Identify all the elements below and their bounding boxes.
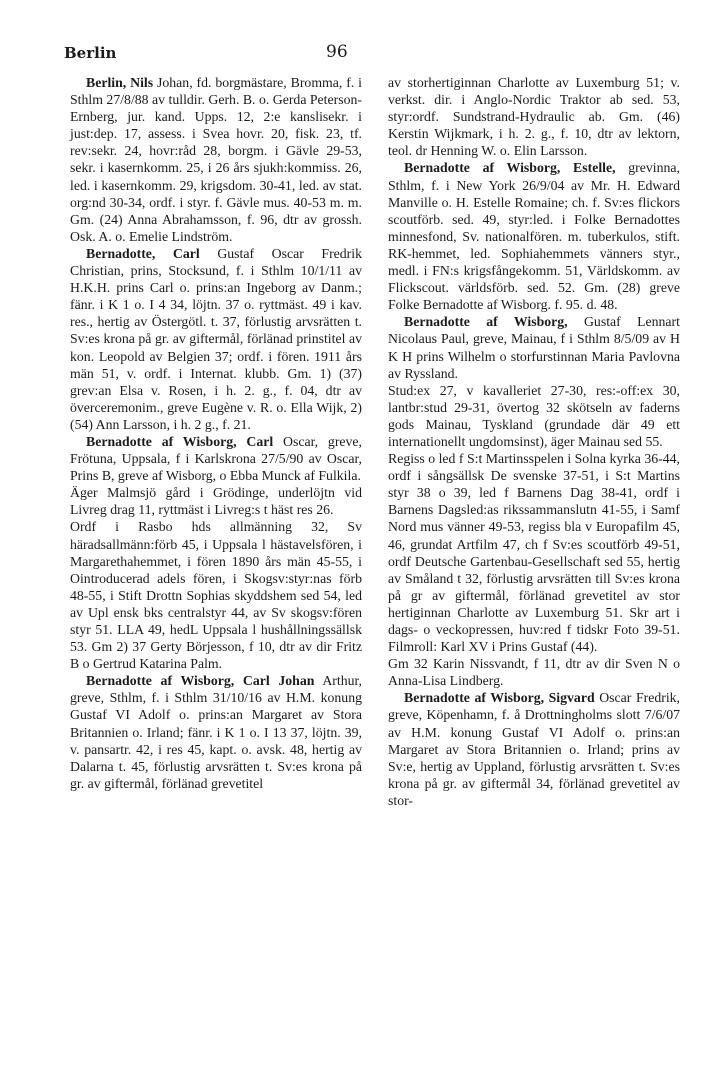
biography-paragraph bbox=[388, 450, 680, 655]
biography-entry bbox=[70, 672, 362, 792]
entry-name: Bernadotte af Wisborg, Carl Johan bbox=[86, 673, 315, 689]
entry-name: Bernadotte af Wisborg, Carl bbox=[86, 433, 274, 449]
entry-text: av storhertiginnan Charlotte av Luxemburg 51; v. verkst. dir. i Anglo-Nordic Traktor ab sed. 53, styr:ordf. Sundstrand-Hydraulic ab. Gm. (46) Kerstin Wijkmark, i h. 2. g., f. 10, dtr av lektorn, teol. dr Henning W. o. Elin Larsson. bbox=[388, 75, 680, 159]
entry-text: Ordf i Rasbo hds allmänning 32, Sv häradsallmänn:förb 45, i Uppsala l hästavelsfören, i Margarethahemmet, i fören 1890 års män 45-55, i Ointroducerad adels fören, i Skogsv:styr:nas förb 48-55, i Stift Drottn Sophias skyddshem sed 54, led av Upl ensk bks centralstyr 44, av Sv skogsv:fören styr 51. LLA 49, hedL Uppsala l hushållningssällsk 53. Gm 2) 37 Gerty Börjesson, f 10, dtr av dir Fritz B o Gertrud Katarina Palm. bbox=[70, 519, 362, 672]
biography-entry bbox=[388, 159, 680, 313]
biography-entry bbox=[70, 245, 362, 433]
biography-entry bbox=[388, 313, 680, 381]
entry-text: Stud:ex 27, v kavalleriet 27-30, res:-off:ex 30, lantbr:stud 29-31, övertog 32 skötseln av faderns gods Mainau, Tyskland (grundade där 49 ett internationellt ungdomsinst), äger Mainau sed 55. bbox=[388, 382, 680, 449]
biography-paragraph bbox=[388, 74, 680, 159]
running-head-word: Berlin bbox=[64, 44, 117, 62]
biography-paragraph bbox=[388, 382, 680, 450]
entry-name: Bernadotte af Wisborg, Sigvard bbox=[404, 690, 595, 706]
entry-text: Oscar Fredrik, greve, Köpenhamn, f. å Drottningholms slott 7/6/07 av H.M. konung Gustaf VI Adolf o. prins:an Margaret av Stora Britannien o. Irland; prins av Sv:e, hertig av Uppland, förlustig arvsrätten t. Sv:es krona på gr. av giftermål 34, förlänad grevetitel av stor- bbox=[388, 690, 681, 808]
biography-paragraph bbox=[70, 484, 362, 518]
entry-text: Äger Malmsjö gård i Grödinge, underlöjtn vid Livreg drag 11, ryttmäst i Livreg:s t häst res 26. bbox=[70, 485, 362, 518]
page-number: 96 bbox=[326, 42, 348, 62]
biography-entry bbox=[388, 689, 680, 809]
entry-text: Gustaf Oscar Fredrik Christian, prins, Stocksund, f. i Sthlm 10/1/11 av H.K.H. prins Carl o. prins:an Ingeborg av Danm.; fänr. i K 1 o. I 4 34, löjtn. 37 o. ryttmäst. 49 i kav. res., hertig av Östergötl. t. 37, förlustig arvsrätten t. Sv:es krona på gr. av giftermål, förlänad prinstitel av kon. Leopold av Belgien 37; ordf. i fören. 1911 års män 51, v. ordf. i Internat. klubb. Gm. 1) (37) grev:an Elsa v. Rosen, i h. 2. g., f. 04, dtr av överceremonim., greve Eugène v. R. o. Ella Wijk, 2) (54) Ann Larsson, i h. 2 g., f. 21. bbox=[70, 245, 363, 432]
entry-name: Bernadotte af Wisborg, Estelle, bbox=[404, 160, 616, 176]
entry-text: Gustaf Lennart Nicolaus Paul, greve, Mainau, f i Sthlm 8/5/09 av H K H prins Wilhelm o storfurstinnan Maria Pavlovna av Ryssland. bbox=[388, 314, 680, 381]
entry-text: Arthur, greve, Sthlm, f. i Sthlm 31/10/16 av H.M. konung Gustaf VI Adolf o. prins:an Margaret av Stora Britannien o. Irland; fänr. i K 1 o. I 13 37, löjtn. 39, v. pansartr. 42, i res 45, kapt. o. avsk. 48, hertig av Dalarna t. 45, förlustig arvsrätten t. Sv:es krona på gr. av giftermål, förlänad grevetitel bbox=[70, 673, 362, 791]
entry-text: Oscar, greve, Frötuna, Uppsala, f i Karlskrona 27/5/90 av Oscar, Prins B, greve af Wisborg, o Ebba Munck af Fulkila. bbox=[70, 433, 363, 484]
entry-text: Gm 32 Karin Nissvandt, f 11, dtr av dir Sven N o Anna-Lisa Lindberg. bbox=[388, 656, 680, 689]
biography-entry bbox=[70, 433, 362, 484]
entry-name: Bernadotte, Carl bbox=[86, 245, 200, 261]
biography-paragraph bbox=[388, 655, 680, 689]
entry-text: Johan, fd. borgmästare, Bromma, f. i Sthlm 27/8/88 av tulldir. Gerh. B. o. Gerda Peterson-Ernberg, jur. kand. Upps. 12, 2:e kanslisekr. i just:dep. 17, assess. i Svea hovr. 20, fisk. 23, tf. rev:sekr. 24, hovr:råd 28, borgm. i Gävle 29-53, sekr. i kasernkomm. 25, i 26 års sjukh:kommiss. 26, led. i kasernkomm. 29, krigsdom. 30-41, led. av stat. org:nd 30-34, ordf. i styr. f. Gävle mus. 40-53 m. m. Gm. (24) Anna Abrahamsson, f. 96, dtr av grossh. Osk. A. o. Emelie Lindström. bbox=[70, 75, 362, 244]
left-column bbox=[70, 74, 362, 792]
entry-text: grevinna, Sthlm, f. i New York 26/9/04 av Mr. H. Edward Manville o. H. Estelle Romaine; ch. f. Sv:es flickors scoutförb. sed. 49, styr:led. i Folke Bernadottes minnesfond, Sv. nationalfören. m. tuberkulos, stift. RK-hemmet, led. Sophiahemmets vänners styr., medl. i FN:s krigsfångekomm. 51, Världskomm. av Flickscout. världsförb. sed. 52. Gm. (28) greve Folke Bernadotte af Wisborg. f. 95. d. 48. bbox=[388, 160, 680, 313]
entry-text: Regiss o led f S:t Martinsspelen i Solna kyrka 36-44, ordf i sångsällsk De svenske 37-51, i S:t Martins styr 38 o 39, led f Barnens Dag 38-41, ordf i Barnens Dagsled:as rikssammanslutn 41-55, i Samf Nord mus vänner 49-53, regiss bla v Europafilm 45, 46, grundat Artfilm 47, ch f Sv:es scoutförb 49-51, ordf Deutsche Gartenbau-Gesellschaft sed 55, hertig av Småland t 32, förlustig arvsrätten till Sv:es krona på gr av giftermål, förlänad grevetitel av stor hertiginnan Charlotte av Luxemburg 51. Skr art i dags- o veckopressen, huv:red f tidskr Foto 39-51. Filmroll: Karl XV i Prins Gustaf (44). bbox=[388, 451, 681, 655]
biography-paragraph bbox=[70, 518, 362, 672]
running-head bbox=[64, 44, 642, 72]
biography-entry bbox=[70, 74, 362, 245]
entry-name: Bernadotte af Wisborg, bbox=[404, 314, 568, 330]
right-column bbox=[388, 74, 680, 809]
entry-name: Berlin, Nils bbox=[86, 75, 154, 90]
